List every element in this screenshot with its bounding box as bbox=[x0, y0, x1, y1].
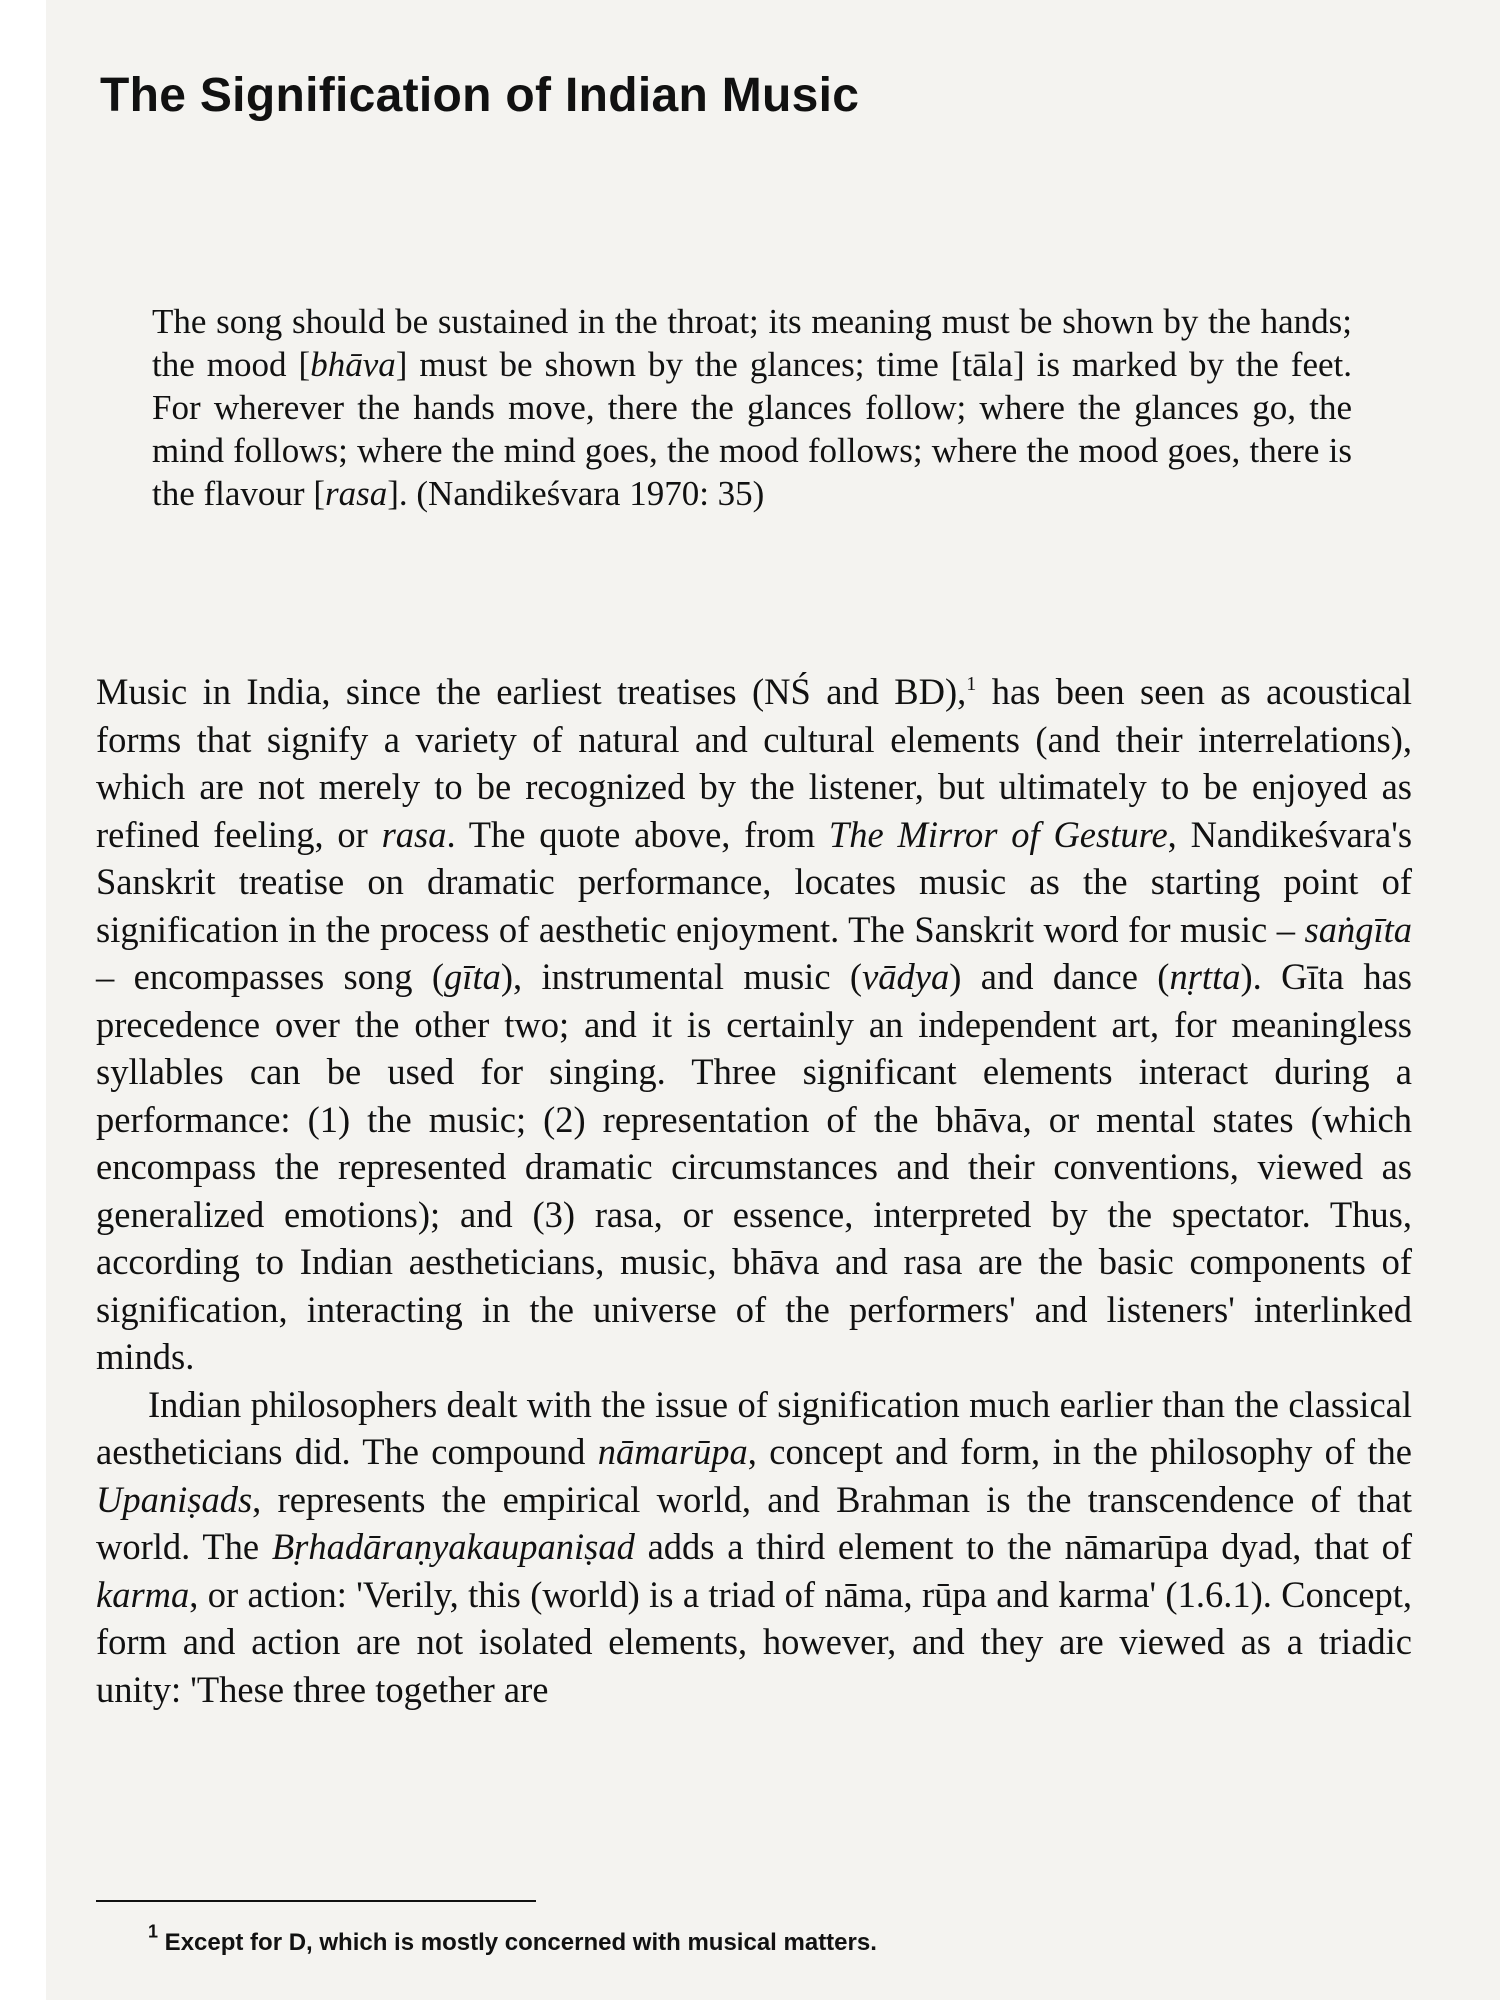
page-margin bbox=[0, 0, 46, 2000]
epigraph-quote bbox=[152, 300, 1352, 515]
paragraph-2: Indian philosophers dealt with the issue of signification much earlier than the classical aestheticians did. The compound nāmarūpa, concept and form, in the philosophy of the Upaniṣads, represents the empirical world, and Brahman is the transcendence of that world. The Bṛhadāraṇyakaupaniṣad adds a third element to the nāmarūpa dyad, that of karma, or action: 'Verily, this (world) is a triad of nāma, rūpa and karma' (1.6.1). Concept, form and action are not isolated elements, however, and they are viewed as a triadic unity: 'These three together are bbox=[96, 1383, 1412, 1710]
footnote-divider bbox=[96, 1900, 536, 1902]
chapter-title: The Signification of Indian Music bbox=[100, 69, 860, 122]
footnote-number: 1 bbox=[148, 1921, 159, 1942]
epigraph-text: The song should be sustained in the throat; its meaning must be shown by the hands; the mood [bhāva] must be shown by the glances; time [tāla] is marked by the feet. For wherever the hands move, there the glances follow; where the glances go, the mind follows; where the mind goes, the mood follows; where the mood goes, there is the flavour [rasa]. (Nandikeśvara 1970: 35) bbox=[152, 302, 1353, 513]
footnote-text: Except for D, which is mostly concerned with musical matters. bbox=[158, 1929, 877, 1956]
footnote bbox=[148, 1921, 1248, 1958]
body-text bbox=[96, 668, 1412, 1713]
paragraph-1: Music in India, since the earliest treatises (NŚ and BD),$^1$ has been seen as acoustical forms that signify a variety of natural and cultural elements (and their interrelations), which are not merely to be recognized by the listener, but ultimately to be enjoyed as refined feeling, or rasa. The quote above, from The Mirror of Gesture, Nandikeśvara's Sanskrit treatise on dramatic performance, locates music as the starting point of signification in the process of aesthetic enjoyment. The Sanskrit word for music – saṅgīta – encompasses song (gīta), instrumental music (vādya) and dance (nṛtta). Gīta has precedence over the other two; and it is certainly an independent art, for meaningless syllables can be used for singing. Three significant elements interact during a performance: (1) the music; (2) representation of the bhāva, or mental states (which encompass the represented dramatic circumstances and their conventions, viewed as generalized emotions); and (3) rasa, or essence, interpreted by the spectator. Thus, according to Indian aestheticians, music, bhāva and rasa are the basic components of signification, interacting in the universe of the performers' and listeners' interlinked minds. bbox=[96, 671, 1413, 1377]
footnote-ref: 1 bbox=[966, 672, 977, 695]
